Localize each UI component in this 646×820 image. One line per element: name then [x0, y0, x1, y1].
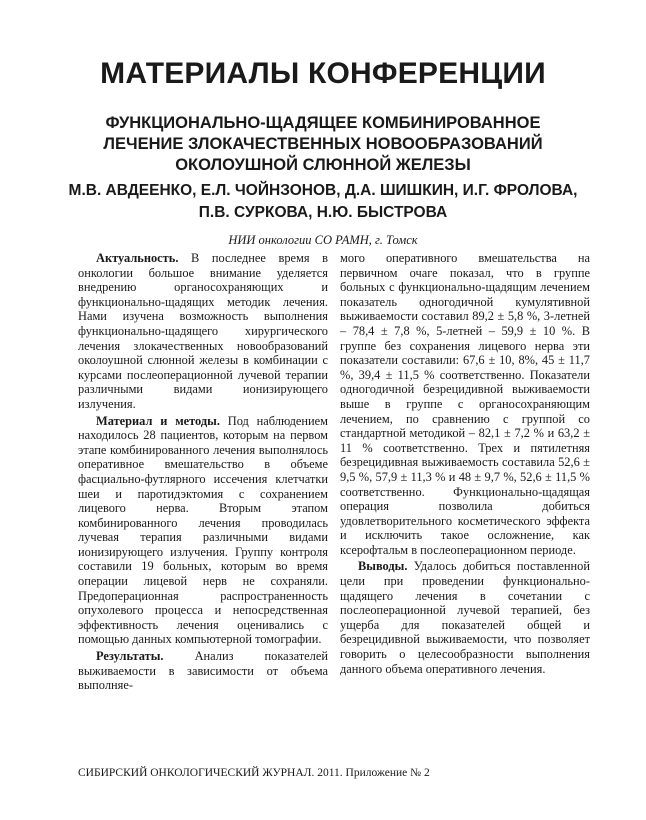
authors — [60, 180, 586, 224]
methods-text: Под наблюдением находилось 28 пациентов, которым на первом этапе комбинированного лечения выполнялось оперативное вмешательство в объеме фасциально-футлярного иссечения клетчатки шеи и паротидэктомия с сохранением лицевого нерва. Вторым этапом комбинированного лечения проводилась лучевая терапия различными видами ионизирующего излучения. Группу контроля составили 19 больных, которым во время операции лицевой нерв не сохраняли. Предоперационная распространенность опухолевого процесса и непосредственная эффективность лечения оценивались с помощью данных компьютерной томографии. — [78, 413, 328, 647]
paragraph-results — [78, 649, 328, 693]
results-lead: Результаты. — [96, 649, 164, 664]
authors-line-2: П.В. СУРКОВА, Н.Ю. БЫСТРОВА — [198, 204, 448, 221]
paragraph-methods — [78, 414, 328, 648]
results-text-left: Анализ показателей выживаемости в зависимости от объема выполняе- — [78, 649, 328, 693]
journal-section-heading: МАТЕРИАЛЫ КОНФЕРЕНЦИИ — [100, 57, 546, 90]
paragraph-results-continued — [340, 251, 590, 557]
authors-line-1: М.В. АВДЕЕНКО, Е.Л. ЧОЙНЗОНОВ, Д.А. ШИШКИН, И.Г. ФРОЛОВА, — [68, 182, 578, 199]
conclusions-lead: Выводы. — [358, 559, 408, 574]
relevance-text: В последнее время в онкологии большое внимание уделяется внедрению органосохраняющих и функционально-щадящих методик лечения. Нами изучена возможность выполнения функционально-щадящего хирургического лечения злокачественных новообразований околоушной слюнной железы в комбинации с курсами послеоперационной лучевой терапии различными видами ионизирующего излучения. — [78, 251, 328, 411]
paragraph-conclusions — [340, 559, 590, 676]
affiliation: НИИ онкологии СО РАМН, г. Томск — [228, 233, 418, 247]
journal-footer: СИБИРСКИЙ ОНКОЛОГИЧЕСКИЙ ЖУРНАЛ. 2011. Приложение № 2 — [78, 767, 430, 779]
results-text-right: мого оперативного вмешательства на первичном очаге показал, что в группе больных с функционально-щадящим лечением показатель одногодичной кумулятивной выживаемости составил 89,2 ± 5,8 %, 3-летней – 78,4 ± 7,8 %, 5-летней – 59,9 ± 10 %. В группе без сохранения лицевого нерва эти показатели составили: 67,6 ± 10, 8%, 45 ± 11,7 %, 39,4 ± 11,5 % соответственно. Показатели одногодичной безрецидивной выживаемости выше в группе с органосохраняющим лечением, по сравнению с группой со стандартной методикой – 82,1 ± 7,2 % и 63,2 ± 11 % соответственно. Трех и пятилетняя безрецидивная выживаемость составила 52,6 ± 9,5 %, 57,9 ± 11,3 % и 48 ± 9,7 %, 52,6 ± 11,5 % соответственно. Функционально-щадящая операция позволила добиться удовлетворительного косметического эффекта и исключить такое осложнение, как ксерофтальм в послеоперационном периоде. — [340, 251, 590, 557]
column-right — [340, 251, 590, 676]
methods-lead: Материал и методы. — [96, 413, 220, 428]
article-title: ФУНКЦИОНАЛЬНО-ЩАДЯЩЕЕ КОМБИНИРОВАННОЕ ЛЕЧЕНИЕ ЗЛОКАЧЕСТВЕННЫХ НОВООБРАЗОВАНИЙ ОКОЛОУШНОЙ СЛЮННОЙ ЖЕЛЕЗЫ — [103, 114, 543, 174]
conclusions-text: Удалось добиться поставленной цели при проведении функционально-щадящего лечения в сочетании с послеоперационной лучевой терапией, без ущерба для показателей общей и безрецидивной выживаемости, что позволяет говорить о целесообразности выполнения данного объема оперативного лечения. — [340, 559, 590, 676]
column-left — [78, 251, 328, 693]
relevance-lead: Актуальность. — [96, 251, 179, 265]
paragraph-relevance — [78, 251, 328, 412]
